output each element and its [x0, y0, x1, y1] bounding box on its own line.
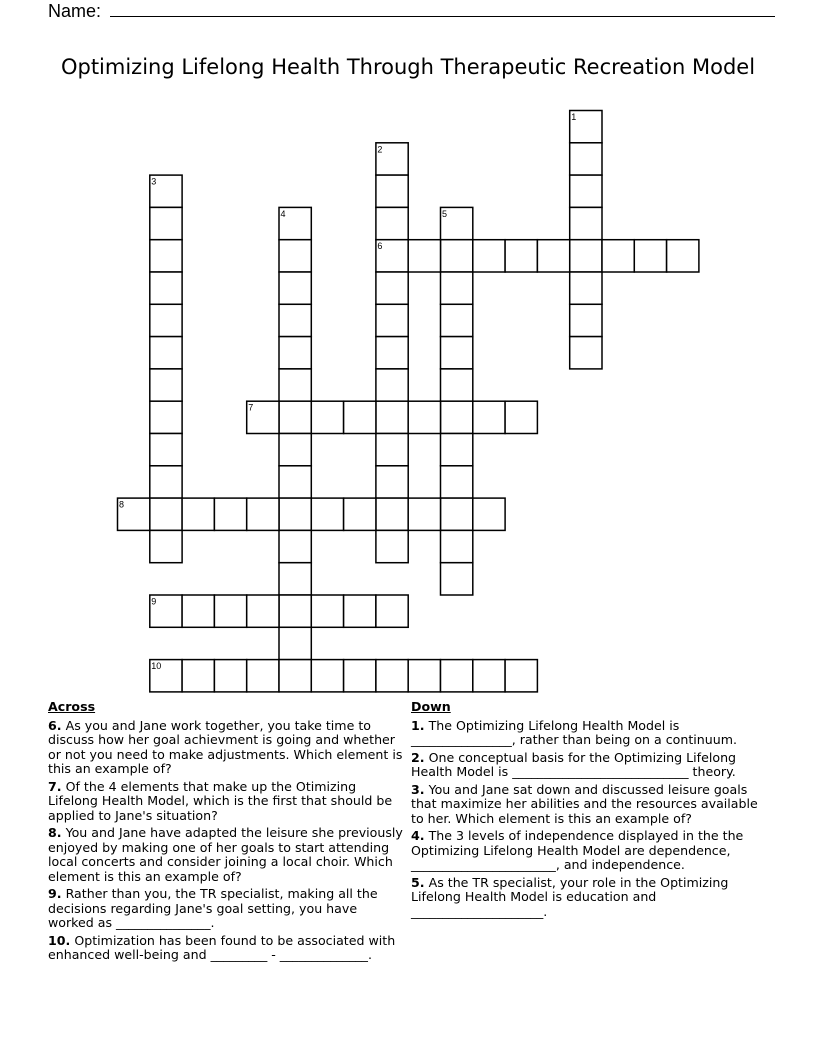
crossword-cell[interactable]: [150, 498, 182, 530]
crossword-cell[interactable]: [279, 369, 311, 401]
crossword-cell[interactable]: [279, 660, 311, 692]
crossword-cell[interactable]: [441, 272, 473, 304]
crossword-cell[interactable]: [667, 240, 699, 272]
clue-text: Optimization has been found to be associated with enhanced well-being and _________ - ______________.: [48, 932, 396, 962]
clue-number: 2.: [411, 749, 425, 765]
clue-text: As the TR specialist, your role in the Optimizing Lifelong Health Model is education and _____________________.: [411, 874, 729, 919]
crossword-cell[interactable]: [182, 595, 214, 627]
crossword-cell[interactable]: [537, 240, 569, 272]
clue-number: 5.: [411, 874, 425, 890]
crossword-cell[interactable]: [570, 143, 602, 175]
crossword-cell[interactable]: [376, 369, 408, 401]
crossword-cell[interactable]: [279, 498, 311, 530]
crossword-cell[interactable]: [279, 563, 311, 595]
down-clue: [411, 783, 771, 827]
crossword-cell[interactable]: [634, 240, 666, 272]
clue-text: Rather than you, the TR specialist, making all the decisions regarding Jane's goal setting, you have worked as _______________.: [48, 886, 378, 930]
crossword-cell[interactable]: [473, 498, 505, 530]
crossword-cell[interactable]: [150, 434, 182, 466]
crossword-cell[interactable]: [441, 530, 473, 562]
crossword-cell[interactable]: [279, 337, 311, 369]
crossword-cell[interactable]: [441, 401, 473, 433]
crossword-cell[interactable]: [602, 240, 634, 272]
crossword-cell[interactable]: [214, 660, 246, 692]
crossword-cell[interactable]: [376, 434, 408, 466]
crossword-cell[interactable]: [150, 530, 182, 562]
clue-number: 9.: [48, 886, 62, 901]
crossword-cell[interactable]: [279, 627, 311, 659]
crossword-cell[interactable]: [408, 401, 440, 433]
crossword-cell[interactable]: [376, 530, 408, 562]
clue-text: The Optimizing Lifelong Health Model is ________________, rather than being on a continuum.: [411, 717, 738, 747]
crossword-cell[interactable]: [214, 595, 246, 627]
crossword-cell[interactable]: [344, 595, 376, 627]
crossword-cell[interactable]: [376, 595, 408, 627]
clue-number-label: 4: [280, 208, 286, 219]
clue-number-label: 1: [571, 112, 577, 122]
crossword-cell[interactable]: [570, 337, 602, 369]
across-clue: [48, 780, 404, 824]
crossword-cell[interactable]: [247, 498, 279, 530]
clue-number: 10.: [48, 932, 71, 948]
crossword-cell[interactable]: [376, 498, 408, 530]
name-label: Name:: [48, 1, 107, 21]
crossword-cell[interactable]: [570, 240, 602, 272]
crossword-cell[interactable]: [311, 660, 343, 692]
down-heading: Down: [411, 699, 451, 714]
clue-text: As you and Jane work together, you take time to discuss how her goal achievment is going and whether or not you need to make adjustments. Which element is this an example of?: [48, 717, 403, 776]
crossword-cell[interactable]: [473, 401, 505, 433]
clue-number-label: 2: [377, 144, 383, 155]
crossword-cell[interactable]: [505, 240, 537, 272]
crossword-cell[interactable]: [408, 660, 440, 692]
down-clue: [411, 751, 771, 780]
crossword-cell[interactable]: [441, 434, 473, 466]
crossword-cell[interactable]: [344, 401, 376, 433]
crossword-cell[interactable]: [247, 660, 279, 692]
crossword-cell[interactable]: [247, 595, 279, 627]
clue-number-label: 7: [248, 402, 254, 413]
clue-number: 4.: [411, 828, 425, 843]
crossword-cell[interactable]: [279, 530, 311, 562]
clue-number: 1.: [411, 717, 425, 733]
crossword-cell[interactable]: [150, 401, 182, 433]
crossword-cell[interactable]: [150, 240, 182, 272]
across-clue: [48, 934, 404, 963]
across-clues: [48, 700, 404, 966]
crossword-cell[interactable]: [441, 337, 473, 369]
crossword-cell[interactable]: [150, 272, 182, 304]
clue-number: 6.: [48, 717, 62, 733]
crossword-cell[interactable]: [441, 498, 473, 530]
down-clues: [411, 700, 771, 922]
down-clue: [411, 876, 771, 920]
crossword-cell[interactable]: [279, 434, 311, 466]
crossword-cell[interactable]: [505, 660, 537, 692]
crossword-cell[interactable]: [408, 240, 440, 272]
crossword-cell[interactable]: [376, 207, 408, 239]
crossword-cell[interactable]: [279, 401, 311, 433]
crossword-cell[interactable]: [376, 660, 408, 692]
clue-text: You and Jane have adapted the leisure she previously enjoyed by making one of her goals to start attending local concerts and consider joining a local choir. Which element is this an example of?: [48, 825, 403, 884]
crossword-cell[interactable]: [505, 401, 537, 433]
clue-number-label: 10: [151, 661, 162, 672]
clue-number: 7.: [48, 778, 62, 794]
crossword-cell[interactable]: [150, 369, 182, 401]
clue-text: The 3 levels of independence displayed in the the Optimizing Lifelong Health Model are dependence, _______________________, and independence.: [411, 828, 744, 872]
crossword-cell[interactable]: [279, 304, 311, 336]
crossword-cell[interactable]: [376, 337, 408, 369]
clue-number-label: 8: [119, 499, 125, 510]
crossword-cell[interactable]: [473, 240, 505, 272]
crossword-cell[interactable]: [182, 660, 214, 692]
crossword-cell[interactable]: [473, 660, 505, 692]
crossword-cell[interactable]: [279, 595, 311, 627]
across-clue: [48, 719, 404, 777]
crossword-cell[interactable]: [570, 304, 602, 336]
crossword-cell[interactable]: [376, 272, 408, 304]
crossword-cell[interactable]: [311, 401, 343, 433]
clue-text: You and Jane sat down and discussed leisure goals that maximize her abilities and the resources available to her. Which element is this an example of?: [411, 781, 758, 826]
crossword-cell[interactable]: [311, 595, 343, 627]
clue-number-label: 6: [377, 241, 383, 252]
crossword-cell[interactable]: [311, 498, 343, 530]
crossword-cell[interactable]: [279, 272, 311, 304]
clue-number-label: 5: [442, 208, 448, 219]
puzzle-title: Optimizing Lifelong Health Through Therapeutic Recreation Model: [60, 55, 756, 79]
crossword-cell[interactable]: [441, 466, 473, 498]
crossword-cell[interactable]: [279, 240, 311, 272]
crossword-cell[interactable]: [570, 207, 602, 239]
clue-number-label: 9: [151, 596, 157, 607]
crossword-cell[interactable]: [441, 369, 473, 401]
crossword-cell[interactable]: [279, 466, 311, 498]
crossword-cell[interactable]: [376, 466, 408, 498]
clue-text: Of the 4 elements that make up the Otimizing Lifelong Health Model, which is the first that should be applied to Jane's situation?: [48, 778, 393, 823]
clue-number-label: 3: [151, 176, 157, 187]
crossword-cell[interactable]: [376, 175, 408, 207]
crossword-cell[interactable]: [182, 498, 214, 530]
crossword-cell[interactable]: [150, 337, 182, 369]
crossword-cell[interactable]: [441, 304, 473, 336]
crossword-cell[interactable]: [376, 304, 408, 336]
across-clue: [48, 826, 404, 884]
crossword-cell[interactable]: [408, 498, 440, 530]
across-heading: Across: [48, 699, 96, 714]
crossword-cell[interactable]: [570, 175, 602, 207]
crossword-cell[interactable]: [150, 304, 182, 336]
crossword-cell[interactable]: [150, 207, 182, 239]
down-clue: [411, 829, 771, 873]
crossword-cell[interactable]: [376, 401, 408, 433]
crossword-cell[interactable]: [150, 466, 182, 498]
crossword-cell[interactable]: [441, 563, 473, 595]
crossword-cell[interactable]: [344, 660, 376, 692]
down-clue: [411, 719, 771, 748]
crossword-cell[interactable]: [441, 660, 473, 692]
crossword-cell[interactable]: [570, 272, 602, 304]
across-clue: [48, 887, 404, 931]
clue-number: 3.: [411, 781, 425, 797]
crossword-cell[interactable]: [344, 498, 376, 530]
clue-text: One conceptual basis for the Optimizing Lifelong Health Model is ____________________________ theory.: [411, 749, 737, 779]
clue-number: 8.: [48, 825, 62, 840]
crossword-cell[interactable]: [441, 240, 473, 272]
crossword-cell[interactable]: [214, 498, 246, 530]
